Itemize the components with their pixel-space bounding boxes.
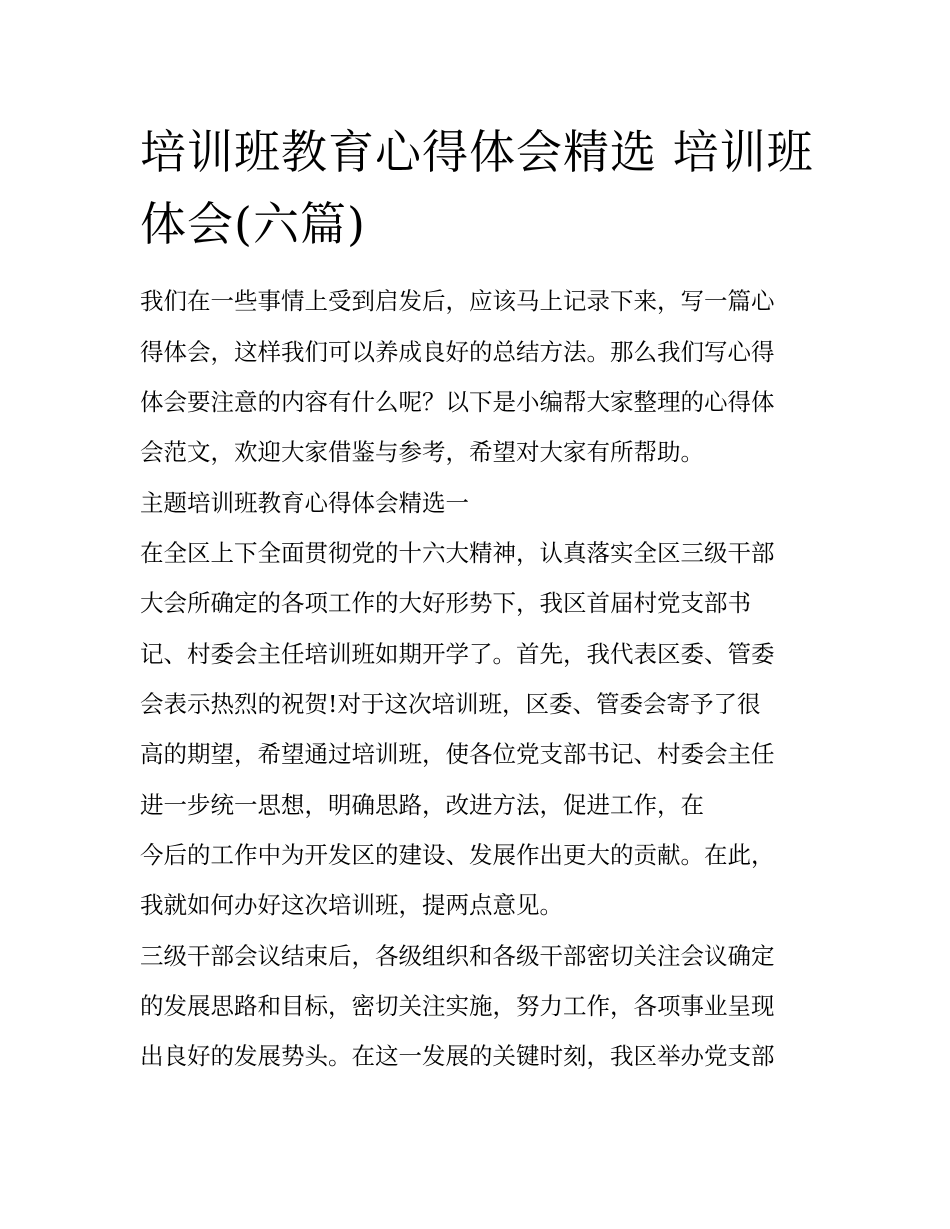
body-line: 的发展思路和目标，密切关注实施，努力工作，各项事业呈现 <box>140 992 775 1020</box>
body-line: 会范文，欢迎大家借鉴与参考，希望对大家有所帮助。 <box>140 438 704 466</box>
body-line: 我就如何办好这次培训班，提两点意见。 <box>140 891 563 919</box>
body-line: 我们在一些事情上受到启发后，应该马上记录下来，写一篇心 <box>140 287 775 315</box>
document-title: 培训班教育心得体会精选 培训班 体会(六篇) <box>140 125 814 251</box>
body-line: 出良好的发展势头。在这一发展的关键时刻，我区举办党支部 <box>140 1042 775 1070</box>
body-line: 三级干部会议结束后，各级组织和各级干部密切关注会议确定 <box>140 942 775 970</box>
body-line: 体会要注意的内容有什么呢？以下是小编帮大家整理的心得体 <box>140 388 775 416</box>
section-heading: 主题培训班教育心得体会精选一 <box>140 489 469 517</box>
body-line: 会表示热烈的祝贺!对于这次培训班，区委、管委会寄予了很 <box>140 690 761 718</box>
body-line: 高的期望，希望通过培训班，使各位党支部书记、村委会主任 <box>140 740 775 768</box>
body-line: 在全区上下全面贯彻党的十六大精神，认真落实全区三级干部 <box>140 539 775 567</box>
body-line: 记、村委会主任培训班如期开学了。首先，我代表区委、管委 <box>140 640 775 668</box>
body-line: 大会所确定的各项工作的大好形势下，我区首届村党支部书 <box>140 589 751 617</box>
body-line: 得体会，这样我们可以养成良好的总结方法。那么我们写心得 <box>140 338 775 366</box>
body-line: 今后的工作中为开发区的建设、发展作出更大的贡献。在此， <box>140 841 775 869</box>
body-line: 进一步统一思想，明确思路，改进方法，促进工作，在 <box>140 791 704 819</box>
